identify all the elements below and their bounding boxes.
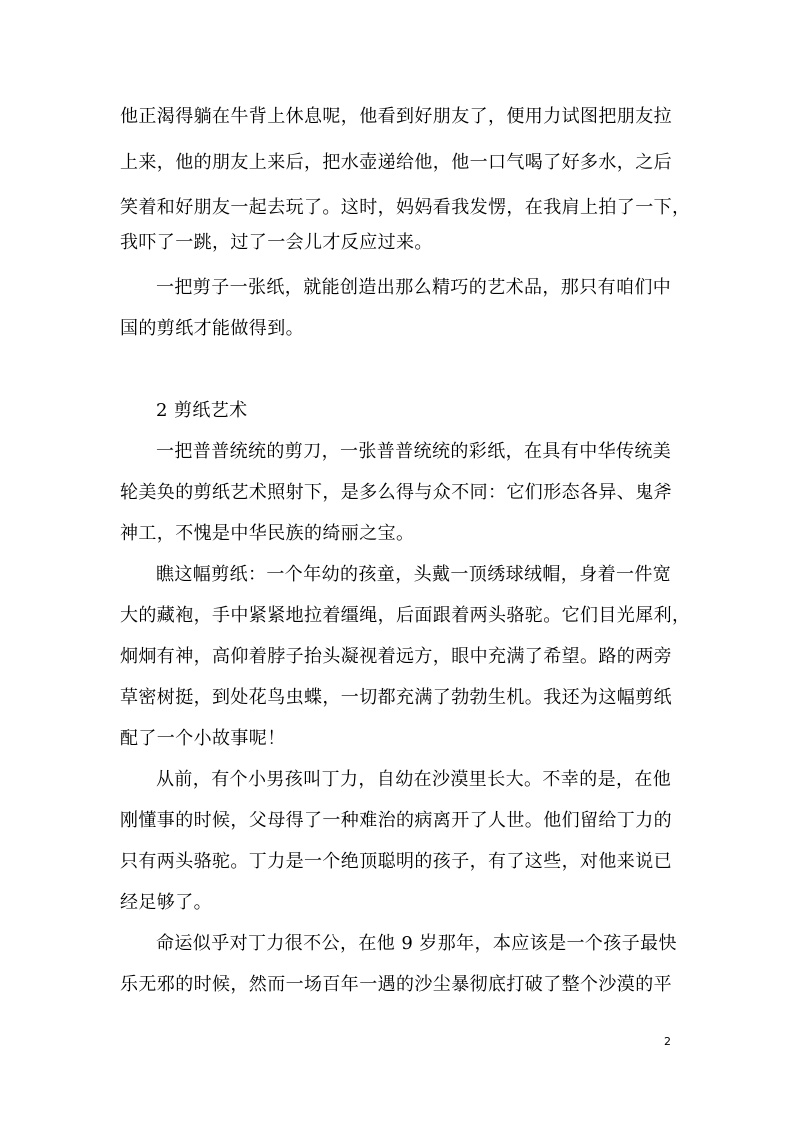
text-line: 轮美奂的剪纸艺术照射下，是多么得与众不同：它们形态各异、鬼斧 [120, 482, 672, 503]
text-line: 他正渴得躺在牛背上休息呢，他看到好朋友了，便用力试图把朋友拉 [120, 106, 672, 127]
section-heading: 2 剪纸艺术 [156, 400, 248, 421]
text-line: 笑着和好朋友一起去玩了。这时，妈妈看我发愣，在我肩上拍了一下， [120, 197, 691, 218]
text-line: 经足够了。 [120, 892, 212, 913]
text-line: 刚懂事的时候，父母得了一种难治的病离开了人世。他们留给丁力的 [120, 810, 672, 831]
text-line: 只有两头骆驼。丁力是一个绝顶聪明的孩子，有了这些，对他来说已 [120, 851, 672, 872]
paragraph-first-line: 一把剪子一张纸，就能创造出那么精巧的艺术品，那只有咱们中 [156, 277, 672, 298]
paragraph-first-line: 一把普普统统的剪刀，一张普普统统的彩纸，在具有中华传统美 [156, 441, 672, 462]
text-line: 炯炯有神，高仰着脖子抬头凝视着远方，眼中充满了希望。路的两旁 [120, 646, 672, 667]
text-line: 大的藏袍，手中紧紧地拉着缰绳，后面跟着两头骆驼。它们目光犀利， [120, 605, 691, 626]
text-line: 国的剪纸才能做得到。 [120, 318, 304, 339]
text-line: 我吓了一跳，过了一会儿才反应过来。 [120, 232, 433, 253]
paragraph-first-line: 瞧这幅剪纸：一个年幼的孩童，头戴一顶绣球绒帽，身着一件宽 [156, 564, 672, 585]
text-line: 乐无邪的时候，然而一场百年一遇的沙尘暴彻底打破了整个沙漠的平 [120, 974, 672, 995]
paragraph-first-line: 命运似乎对丁力很不公，在他 9 岁那年，本应该是一个孩子最快 [156, 933, 677, 954]
text-line: 配了一个小故事呢！ [120, 728, 286, 749]
page-number: 2 [664, 1035, 671, 1048]
text-line: 草密树挺，到处花鸟虫蝶，一切都充满了勃勃生机。我还为这幅剪纸 [120, 687, 672, 708]
text-line: 上来，他的朋友上来后，把水壶递给他，他一口气喝了好多水，之后 [120, 152, 672, 173]
paragraph-first-line: 从前，有个小男孩叫丁力，自幼在沙漠里长大。不幸的是，在他 [156, 769, 672, 790]
text-line: 神工，不愧是中华民族的绮丽之宝。 [120, 523, 415, 544]
